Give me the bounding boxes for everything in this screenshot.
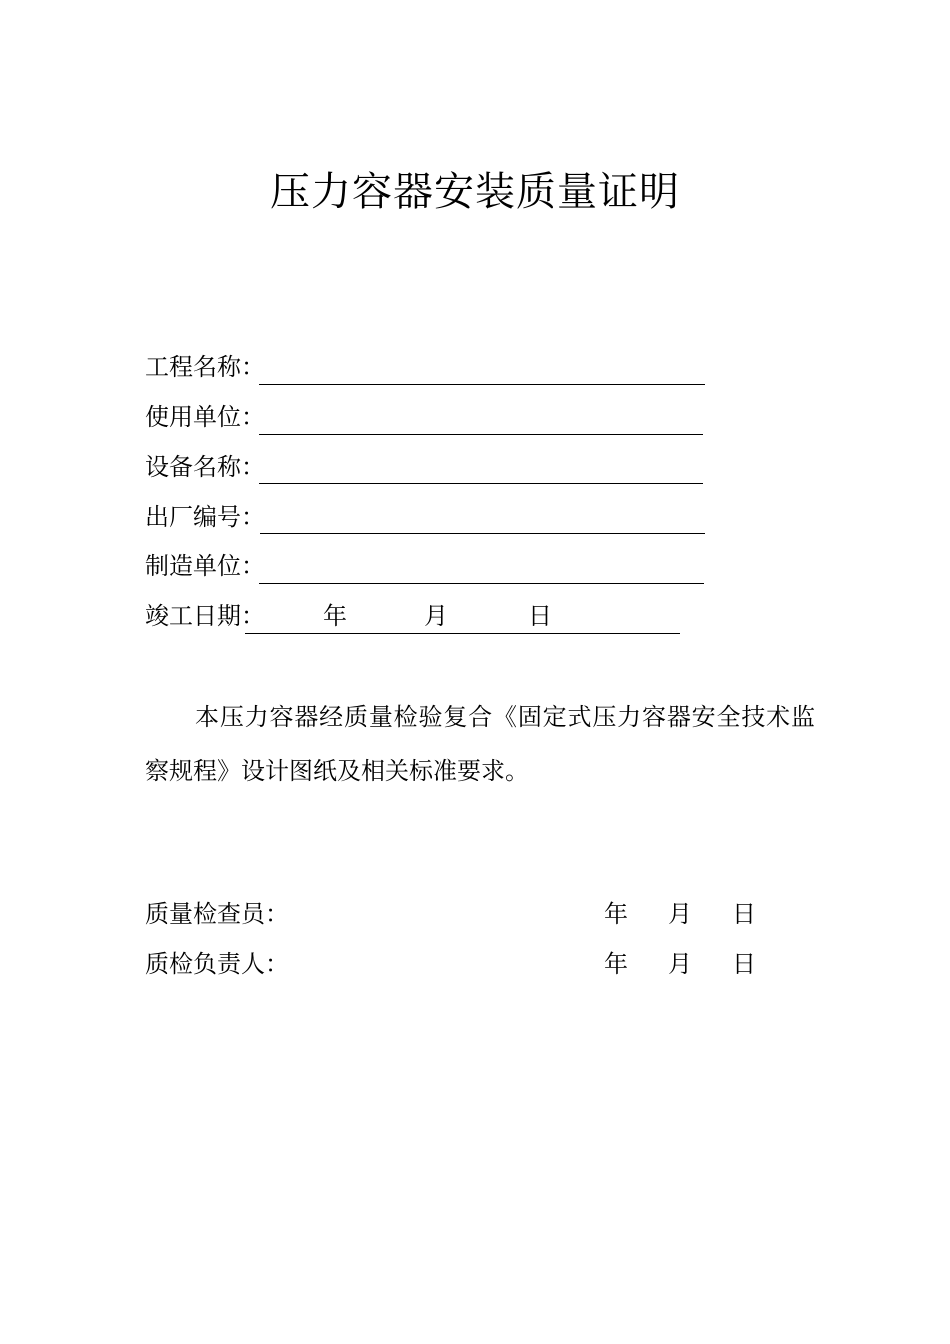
- manager-month-label: 月: [668, 950, 692, 978]
- factory-number-label: 出厂编号：: [145, 503, 265, 531]
- user-unit-field[interactable]: [259, 434, 703, 435]
- inspector-year-label: 年: [604, 900, 628, 928]
- user-unit-label: 使用单位：: [145, 403, 265, 431]
- completion-month-label: 月: [424, 602, 448, 630]
- completion-date-label: 竣工日期：: [145, 602, 265, 630]
- equipment-name-field[interactable]: [259, 483, 703, 484]
- manager-year-label: 年: [604, 950, 628, 978]
- completion-day-label: 日: [528, 602, 552, 630]
- project-name-field[interactable]: [259, 384, 705, 385]
- manufacturer-label: 制造单位：: [145, 552, 265, 580]
- equipment-name-label: 设备名称：: [145, 453, 265, 481]
- statement-paragraph: 本压力容器经质量检验复合《固定式压力容器安全技术监察规程》设计图纸及相关标准要求。: [145, 703, 815, 785]
- manufacturer-field[interactable]: [259, 583, 704, 584]
- project-name-label: 工程名称：: [145, 353, 265, 381]
- quality-manager-label: 质检负责人：: [145, 950, 289, 978]
- inspector-month-label: 月: [668, 900, 692, 928]
- factory-number-field[interactable]: [260, 533, 705, 534]
- page-title: 压力容器安装质量证明: [270, 169, 680, 215]
- inspector-day-label: 日: [732, 900, 756, 928]
- completion-year-label: 年: [323, 602, 347, 630]
- completion-date-field[interactable]: [245, 633, 680, 634]
- quality-inspector-label: 质量检查员：: [145, 900, 289, 928]
- manager-day-label: 日: [732, 950, 756, 978]
